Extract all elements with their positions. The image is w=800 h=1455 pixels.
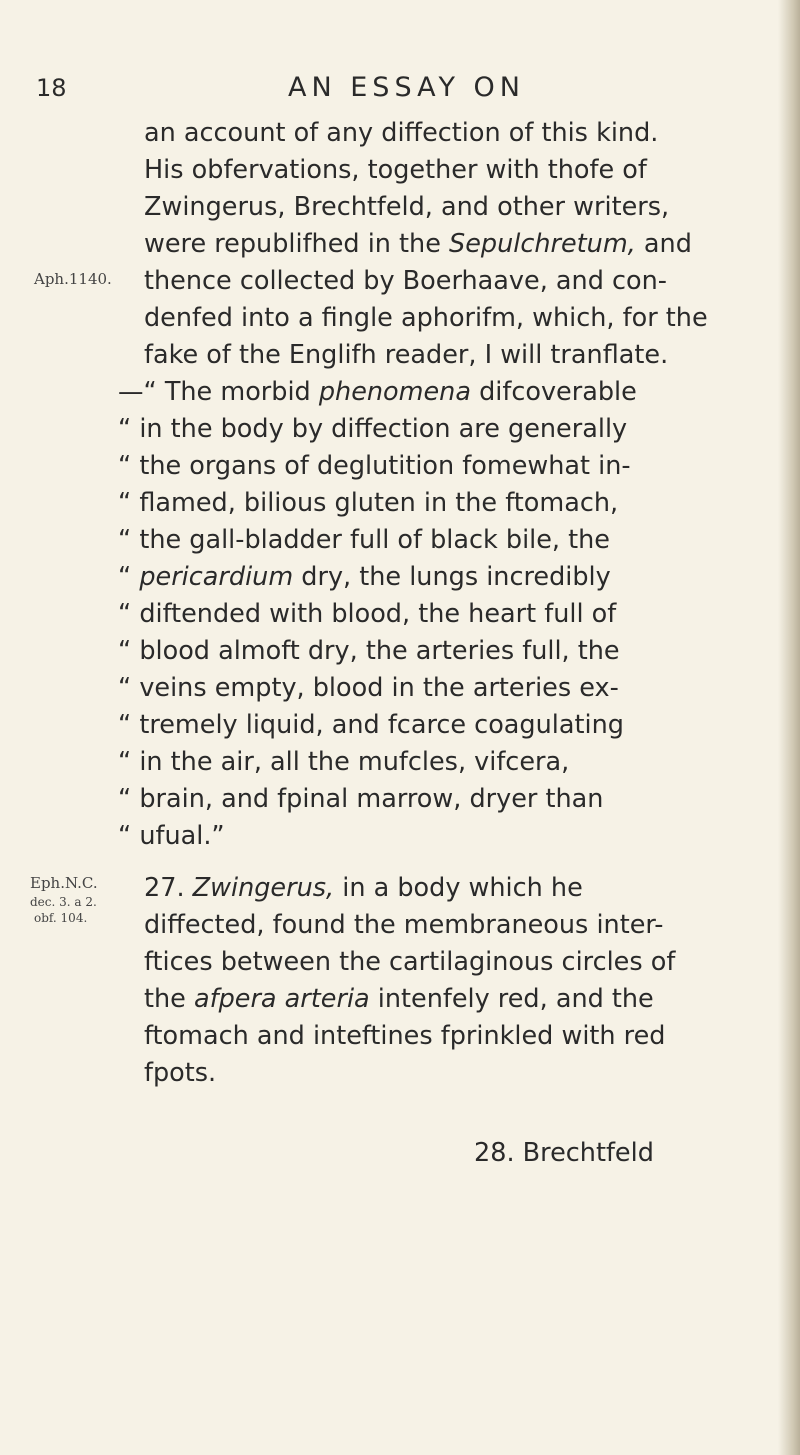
text-line: ftomach and inteftines fprinkled with red — [144, 1021, 666, 1051]
pericardium-term: pericardium — [139, 562, 294, 592]
margin-note-aph: Aph.1140. — [34, 270, 112, 288]
quote-line: “ ufual.” — [118, 821, 225, 851]
quote-line: “ brain, and fpinal marrow, dryer than — [118, 784, 604, 814]
quote-line: “ the organs of deglutition fomewhat in- — [118, 451, 631, 481]
text-line: ftices between the cartilaginous circles of — [144, 947, 676, 977]
quote-line: “ diftended with blood, the heart full of — [118, 599, 617, 629]
text-line: 27. Zwingerus, in a body which he — [144, 873, 583, 903]
quote-line: “ in the body by diffection are generally — [118, 414, 628, 444]
running-title: AN ESSAY ON — [288, 72, 525, 103]
text-line: thence collected by Boerhaave, and con- — [144, 266, 667, 296]
text-line: diffected, found the membraneous inter- — [144, 910, 664, 940]
margin-note-dec: dec. 3. a 2. — [30, 895, 97, 909]
zwingerus-name: Zwingerus, — [192, 873, 335, 903]
text-line: were republifhed in the Sepulchretum, and — [144, 229, 692, 259]
text-line: fpots. — [144, 1058, 217, 1088]
quote-line: “ veins empty, blood in the arteries ex- — [118, 673, 619, 703]
quote-line: “ in the air, all the mufcles, vifcera, — [118, 747, 570, 777]
catchword: 28. Brechtfeld — [474, 1138, 654, 1168]
quote-line: “ tremely liquid, and fcarce coagulating — [118, 710, 624, 740]
text-line: an account of any diffection of this kind. — [144, 118, 659, 148]
page-number: 18 — [36, 74, 67, 102]
phenomena-term: phenomena — [318, 377, 471, 407]
aspera-arteria-term: afpera arteria — [193, 984, 370, 1014]
margin-note-eph: Eph.N.C. — [30, 874, 98, 892]
quote-line: “ pericardium dry, the lungs incredibly — [118, 562, 611, 592]
quote-line: “ the gall-bladder full of black bile, the — [118, 525, 610, 555]
sepulchretum-title: Sepulchretum, — [449, 229, 636, 259]
text-line: His obfervations, together with thofe of — [144, 155, 647, 185]
page-edge — [778, 0, 800, 1455]
quote-line: “ flamed, bilious gluten in the ftomach, — [118, 488, 619, 518]
margin-note-obs: obf. 104. — [34, 911, 88, 925]
quote-line: “ blood almoft dry, the arteries full, the — [118, 636, 620, 666]
text-line: the afpera arteria intenfely red, and the — [144, 984, 654, 1014]
text-line: fake of the Englifh reader, I will tranflate. — [144, 340, 669, 370]
quote-line: —“ The morbid phenomena difcoverable — [118, 377, 637, 407]
text-line: Zwingerus, Brechtfeld, and other writers, — [144, 192, 670, 222]
text-line: denfed into a fingle aphorifm, which, for the — [144, 303, 708, 333]
